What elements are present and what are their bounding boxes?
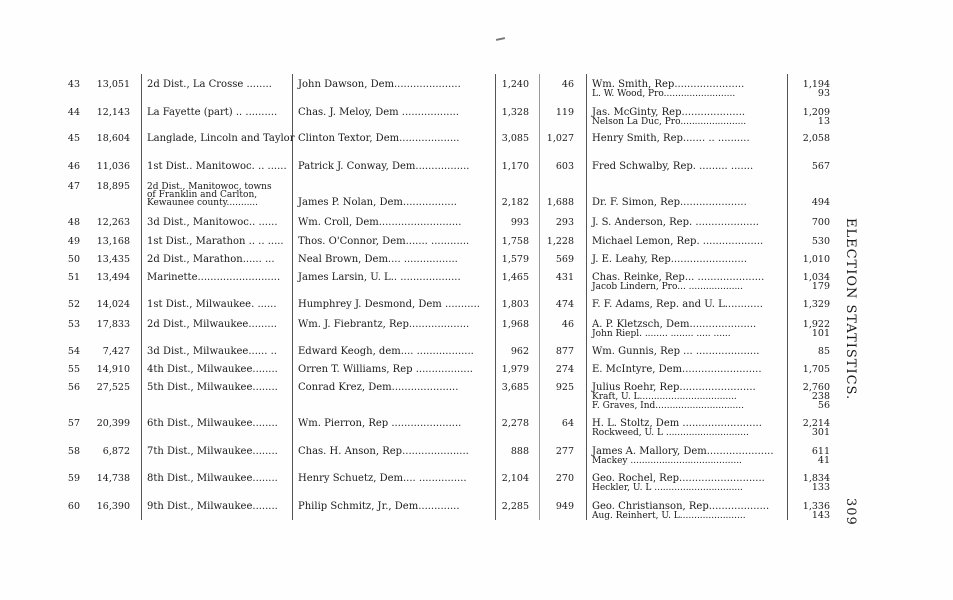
elected-candidate: Wm. J. Fiebrantz, Rep................... [298,319,470,330]
plurality: 569 [555,254,574,265]
opponent-candidate: John Riepl. ........ ........ ..... ...... [592,329,731,339]
plurality: 270 [555,473,574,484]
opponent-candidate: Julius Roehr, Rep........................ [592,382,756,393]
district-number: 59 [67,473,80,484]
district-name: 2d Dist., Marathon...... ... [147,254,275,265]
district-name: 8th Dist., Milwaukee........ [147,473,278,484]
votes: 1,465 [501,272,529,283]
population: 18,604 [96,133,130,144]
population: 14,738 [96,473,130,484]
district-number: 49 [67,236,80,247]
district-name: 3d Dist., Milwaukee...... .. [147,346,277,357]
plurality: 1,688 [546,197,574,208]
district-name: 2d Dist., Manitowoc, towns [147,182,272,192]
ink-mark [496,37,505,41]
opponent-votes: 179 [811,281,830,292]
votes: 1,979 [501,364,529,375]
votes: 1,758 [501,236,529,247]
district-number: 57 [67,418,80,429]
votes: 3,085 [501,133,529,144]
opponent-candidate: Michael Lemon, Rep. ................... [592,236,764,247]
elected-candidate: Wm. Pierron, Rep ...................... [298,418,462,429]
district-number: 50 [67,254,80,265]
population: 13,051 [96,79,130,90]
side-title: ELECTION STATISTICS. [843,218,858,401]
opponent-candidate: F. F. Adams, Rep. and U. L............ [592,299,763,310]
elected-candidate: Wm. Croll, Dem.......................... [298,217,462,228]
elected-candidate: Conrad Krez, Dem..................... [298,382,459,393]
opponent-candidate: Geo. Christianson, Rep................... [592,501,770,512]
opponent-votes: 101 [811,328,830,339]
district-number: 43 [67,79,80,90]
votes: 962 [510,346,529,357]
population: 12,143 [96,107,130,118]
votes: 1,328 [501,107,529,118]
votes: 993 [510,217,529,228]
elected-candidate: Chas. J. Meloy, Dem .................. [298,107,460,118]
district-number: 55 [67,364,80,375]
opponent-candidate: Mackey ....................................... [592,456,742,466]
opponent-votes: 1,010 [802,254,830,265]
votes: 3,685 [501,382,529,393]
opponent-candidate: J. S. Anderson, Rep. .................... [592,217,759,228]
opponent-candidate: James A. Mallory, Dem..................... [592,446,774,457]
votes: 2,104 [501,473,529,484]
plurality: 949 [555,501,574,512]
population: 27,525 [96,382,130,393]
district-number: 58 [67,446,80,457]
district-name: 1st Dist., Milwaukee. ...... [147,299,277,310]
votes: 1,170 [501,161,529,172]
elected-candidate: Humphrey J. Desmond, Dem ........... [298,299,480,310]
district-number: 60 [67,501,80,512]
district-number: 53 [67,319,80,330]
population: 14,910 [96,364,130,375]
votes: 1,579 [501,254,529,265]
plurality: 293 [555,217,574,228]
votes: 2,182 [501,197,529,208]
plurality: 474 [555,299,574,310]
opponent-votes: 1,922 [802,319,830,330]
opponent-votes: 1,194 [802,79,830,90]
opponent-candidate: Chas. Reinke, Rep... ..................... [592,272,765,283]
plurality: 603 [555,161,574,172]
plurality: 274 [555,364,574,375]
opponent-votes: 1,209 [802,107,830,118]
elected-candidate: Chas. H. Anson, Rep..................... [298,446,469,457]
district-name: La Fayette (part) .. .......... [147,107,278,118]
district-name: 7th Dist., Milwaukee........ [147,446,278,457]
district-name: Langlade, Lincoln and Taylor [147,133,295,144]
opponent-candidate: Dr. F. Simon, Rep..................... [592,197,747,208]
elected-candidate: James Larsin, U. L.. ................... [298,272,461,283]
district-name: 1st Dist., Marathon .. .. ..... [147,236,284,247]
elected-candidate: Thos. O'Connor, Dem....... ............ [298,236,470,247]
opponent-candidate: Wm. Gunnis, Rep ... .................... [592,346,760,357]
plurality: 925 [555,382,574,393]
population: 13,168 [96,236,130,247]
opponent-votes: 1,034 [802,272,830,283]
opponent-votes: 56 [817,400,830,411]
population: 11,036 [96,161,130,172]
opponent-candidate: Jacob Lindern, Pro... ................... [592,282,744,292]
district-number: 52 [67,299,80,310]
district-name: Marinette.......................... [147,272,281,283]
plurality: 119 [555,107,574,118]
opponent-candidate: A. P. Kletzsch, Dem..................... [592,319,757,330]
page-number: 309 [843,498,858,526]
opponent-votes: 1,705 [802,364,830,375]
plurality: 877 [555,346,574,357]
opponent-candidate: L. W. Wood, Pro......................... [592,89,736,99]
district-number: 54 [67,346,80,357]
population: 13,435 [96,254,130,265]
votes: 2,285 [501,501,529,512]
opponent-votes: 2,760 [802,382,830,393]
plurality: 46 [561,319,574,330]
opponent-candidate: Henry Smith, Rep....... .. .......... [592,133,750,144]
population: 17,833 [96,319,130,330]
opponent-votes: 530 [811,236,830,247]
population: 7,427 [102,346,130,357]
votes: 888 [510,446,529,457]
district-number: 44 [67,107,80,118]
opponent-candidate: Geo. Rochel, Rep........................... [592,473,765,484]
plurality: 431 [555,272,574,283]
population: 14,024 [96,299,130,310]
opponent-candidate: Aug. Reinhert, U. L....................... [592,511,746,521]
district-number: 45 [67,133,80,144]
opponent-candidate: Wm. Smith, Rep...................... [592,79,745,90]
district-name: 9th Dist., Milwaukee........ [147,501,278,512]
opponent-candidate: Kraft, U. L.................................. [592,392,737,402]
elected-candidate: Philip Schmitz, Jr., Dem............. [298,501,460,512]
district-number: 47 [67,181,80,192]
opponent-votes: 1,834 [802,473,830,484]
column-rule [586,74,587,520]
elected-candidate: Henry Schuetz, Dem.... ............... [298,473,467,484]
votes: 1,240 [501,79,529,90]
column-rule [787,74,788,520]
opponent-votes: 41 [817,455,830,466]
district-number: 46 [67,161,80,172]
district-name: of Franklin and Carlton, [147,190,258,200]
opponent-candidate: J. E. Leahy, Rep........................ [592,254,748,265]
district-name: 1st Dist.. Manitowoc. .. ...... [147,161,287,172]
opponent-candidate: Fred Schwalby, Rep. ......... ....... [592,161,754,172]
district-name: 4th Dist., Milwaukee........ [147,364,278,375]
population: 16,390 [96,501,130,512]
population: 13,494 [96,272,130,283]
opponent-votes: 238 [811,391,830,402]
plurality: 1,228 [546,236,574,247]
elected-candidate: Neal Brown, Dem.... ................. [298,254,458,265]
population: 12,263 [96,217,130,228]
opponent-candidate: Jas. McGinty, Rep.................... [592,107,746,118]
opponent-candidate: Rockweed, U. L ............................. [592,428,749,438]
district-name: 2d Dist., Milwaukee......... [147,319,277,330]
plurality: 46 [561,79,574,90]
opponent-votes: 611 [811,446,830,457]
elected-candidate: Edward Keogh, dem.... .................. [298,346,474,357]
opponent-votes: 133 [811,482,830,493]
opponent-votes: 93 [817,88,830,99]
votes: 1,803 [501,299,529,310]
opponent-votes: 2,214 [802,418,830,429]
opponent-votes: 301 [811,427,830,438]
district-number: 56 [67,382,80,393]
votes: 2,278 [501,418,529,429]
district-name: 3d Dist., Manitowoc.. ...... [147,217,278,228]
opponent-candidate: Nelson La Duc, Pro....................... [592,117,747,127]
opponent-votes: 13 [817,116,830,127]
elected-candidate: John Dawson, Dem..................... [298,79,461,90]
plurality: 64 [561,418,574,429]
opponent-votes: 85 [817,346,830,357]
opponent-votes: 567 [811,161,830,172]
votes: 1,968 [501,319,529,330]
district-name: 6th Dist., Milwaukee........ [147,418,278,429]
elected-candidate: James P. Nolan, Dem................. [298,197,457,208]
district-name: 5th Dist., Milwaukee........ [147,382,278,393]
district-number: 48 [67,217,80,228]
plurality: 1,027 [546,133,574,144]
elected-candidate: Patrick J. Conway, Dem................. [298,161,470,172]
opponent-votes: 2,058 [802,133,830,144]
district-name: 2d Dist., La Crosse ........ [147,79,272,90]
population: 6,872 [102,446,130,457]
elected-candidate: Clinton Textor, Dem................... [298,133,460,144]
opponent-candidate: Heckler, U. L ............................... [592,483,743,493]
plurality: 277 [555,446,574,457]
opponent-candidate: F. Graves, Ind............................... [592,401,744,411]
district-name: Kewaunee county........... [147,198,259,208]
opponent-votes: 700 [811,217,830,228]
elected-candidate: Orren T. Williams, Rep .................. [298,364,473,375]
population: 18,895 [96,181,130,192]
opponent-candidate: H. L. Stoltz, Dem ......................... [592,418,762,429]
district-number: 51 [67,272,80,283]
column-rule [141,74,142,520]
opponent-votes: 143 [811,510,830,521]
population: 20,399 [96,418,130,429]
opponent-votes: 1,336 [802,501,830,512]
opponent-votes: 494 [811,197,830,208]
opponent-candidate: E. McIntyre, Dem......................... [592,364,762,375]
opponent-votes: 1,329 [802,299,830,310]
